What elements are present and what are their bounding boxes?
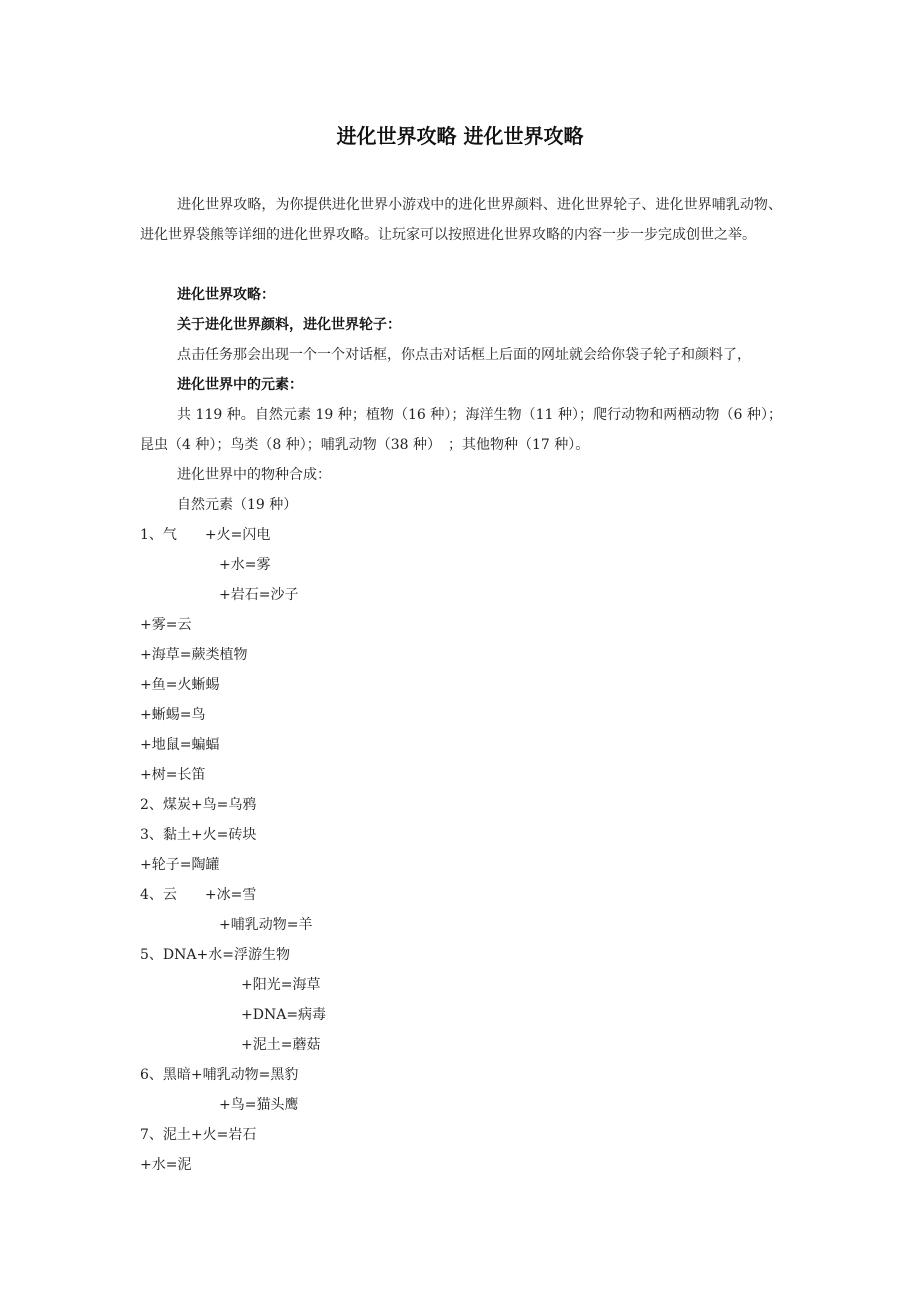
recipe-line: +地鼠=蝙蝠 bbox=[140, 737, 220, 753]
heading-elements: 进化世界中的元素： bbox=[177, 377, 303, 393]
natural-elements-line: 自然元素（19 种） bbox=[177, 497, 298, 513]
recipe-line: 5、DNA+水=浮游生物 bbox=[140, 947, 290, 963]
recipe-line: 6、黑暗+哺乳动物=黑豹 bbox=[140, 1067, 299, 1083]
recipe-line: 1、气 +火=闪电 bbox=[140, 527, 271, 543]
recipe-line: +鸟=猫头鹰 bbox=[219, 1097, 299, 1113]
recipe-line: +雾=云 bbox=[140, 617, 192, 633]
recipe-line: +树=长笛 bbox=[140, 767, 206, 783]
recipe-line: 2、煤炭+鸟=乌鸦 bbox=[140, 797, 257, 813]
recipe-line: +海草=蕨类植物 bbox=[140, 647, 248, 663]
heading-guide: 进化世界攻略： bbox=[177, 287, 275, 303]
recipe-line: +水=泥 bbox=[140, 1157, 192, 1173]
recipe-line: +岩石=沙子 bbox=[219, 587, 299, 603]
recipe-line: +哺乳动物=羊 bbox=[219, 917, 313, 933]
recipe-line: 4、云 +冰=雪 bbox=[140, 887, 257, 903]
elements-paragraph: 共 119 种。自然元素 19 种；植物（16 种）；海洋生物（11 种）；爬行动物和两栖动物（6 种）；昆虫（4 种）；鸟类（8 种）；哺乳动物（38 种） ；其他物种（17 种）。 bbox=[140, 407, 782, 453]
document-title: 进化世界攻略 进化世界攻略 bbox=[336, 124, 584, 148]
recipe-line: +水=雾 bbox=[219, 557, 271, 573]
recipe-line: +鱼=火蜥蜴 bbox=[140, 677, 220, 693]
recipe-line: +泥土=蘑菇 bbox=[241, 1037, 321, 1053]
species-synthesis-line: 进化世界中的物种合成： bbox=[177, 467, 331, 483]
recipe-line: +轮子=陶罐 bbox=[140, 857, 220, 873]
paint-wheel-text: 点击任务那会出现一个一个对话框，你点击对话框上后面的网址就会给你袋子轮子和颜料了， bbox=[177, 347, 751, 363]
recipe-line: +阳光=海草 bbox=[241, 977, 321, 993]
recipe-line: +蜥蜴=鸟 bbox=[140, 707, 206, 723]
heading-paint-wheel: 关于进化世界颜料，进化世界轮子： bbox=[177, 317, 401, 333]
recipe-line: 7、泥土+火=岩石 bbox=[140, 1127, 257, 1143]
recipe-line: +DNA=病毒 bbox=[241, 1007, 327, 1023]
intro-paragraph: 进化世界攻略，为你提供进化世界小游戏中的进化世界颜料、进化世界轮子、进化世界哺乳动物、进化世界袋熊等详细的进化世界攻略。让玩家可以按照进化世界攻略的内容一步一步完成创世之举。 bbox=[140, 197, 782, 243]
recipe-line: 3、黏土+火=砖块 bbox=[140, 827, 257, 843]
